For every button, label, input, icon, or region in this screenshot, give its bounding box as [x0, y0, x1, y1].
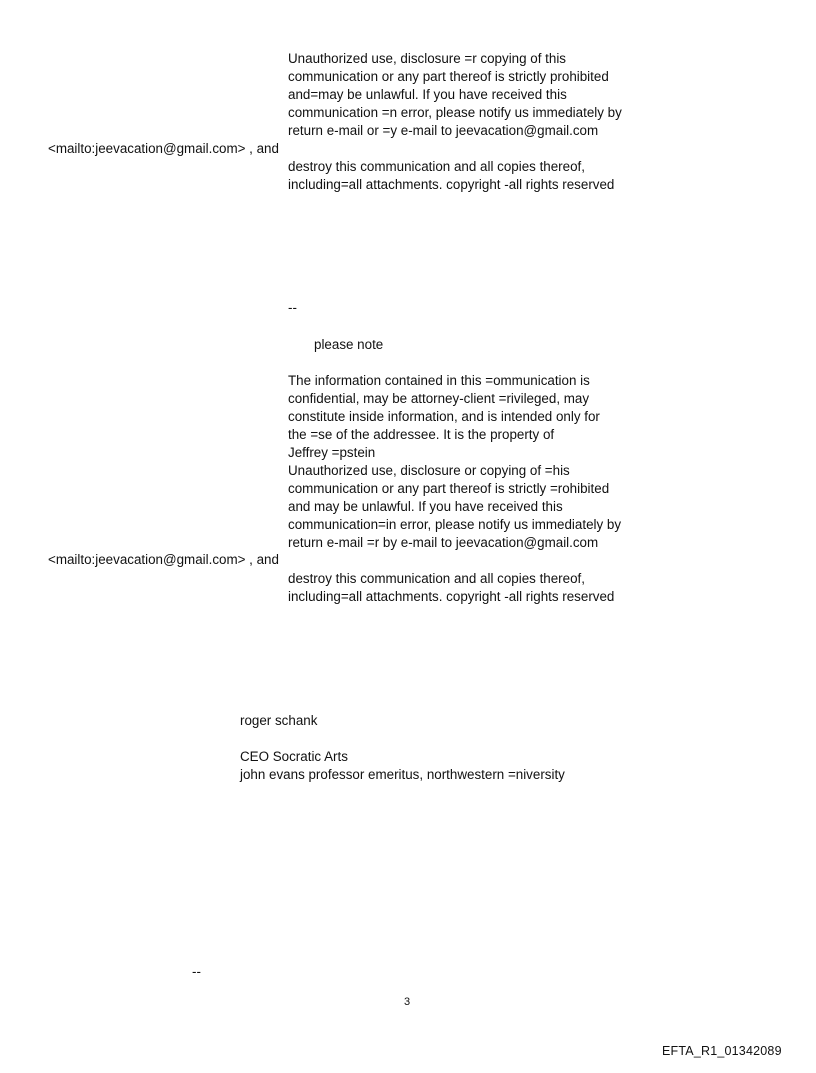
disclaimer-1-line-4: communication =n error, please notify us immediately by — [288, 105, 622, 120]
disclaimer-2-line-5: Jeffrey =pstein — [288, 445, 376, 460]
disclaimer-1-line-2: communication or any part thereof is strictly prohibited — [288, 69, 609, 84]
disclaimer-2-line-4: the =se of the addressee. It is the property of — [288, 427, 555, 442]
disclaimer-1-line-6: destroy this communication and all copies thereof, — [288, 159, 585, 174]
disclaimer-2-line-11: destroy this communication and all copies thereof, — [288, 571, 585, 586]
signature-title: CEO Socratic Arts — [240, 749, 348, 764]
mailto-link-2[interactable]: <mailto:jeevacation@gmail.com> , and — [48, 552, 279, 567]
disclaimer-1-line-1: Unauthorized use, disclosure =r copying of this — [288, 51, 567, 66]
please-note-heading: please note — [314, 337, 384, 352]
mailto-link-1[interactable]: <mailto:jeevacation@gmail.com> , and — [48, 141, 279, 156]
signature-affiliation: john evans professor emeritus, northwestern =niversity — [240, 767, 565, 782]
disclaimer-2-line-10: return e-mail =r by e-mail to jeevacation@gmail.com — [288, 535, 599, 550]
signature-name: roger schank — [240, 713, 318, 728]
disclaimer-2-line-6: Unauthorized use, disclosure or copying of =his — [288, 463, 570, 478]
disclaimer-1-line-5: return e-mail or =y e-mail to jeevacation@gmail.com — [288, 123, 599, 138]
disclaimer-2-line-12: including=all attachments. copyright -all rights reserved — [288, 589, 615, 604]
disclaimer-2-line-3: constitute inside information, and is intended only for — [288, 409, 600, 424]
disclaimer-2-line-7: communication or any part thereof is strictly =rohibited — [288, 481, 610, 496]
separator-1: -- — [288, 300, 297, 315]
page-number: 3 — [404, 996, 411, 1008]
document-id: EFTA_R1_01342089 — [662, 1044, 782, 1058]
disclaimer-2-line-1: The information contained in this =ommunication is — [288, 373, 590, 388]
separator-2: -- — [192, 964, 201, 979]
disclaimer-1-line-3: and=may be unlawful. If you have received this — [288, 87, 567, 102]
disclaimer-2-line-9: communication=in error, please notify us immediately by — [288, 517, 622, 532]
disclaimer-2-line-8: and may be unlawful. If you have received this — [288, 499, 563, 514]
disclaimer-1-line-7: including=all attachments. copyright -all rights reserved — [288, 177, 615, 192]
disclaimer-2-line-2: confidential, may be attorney-client =rivileged, may — [288, 391, 590, 406]
